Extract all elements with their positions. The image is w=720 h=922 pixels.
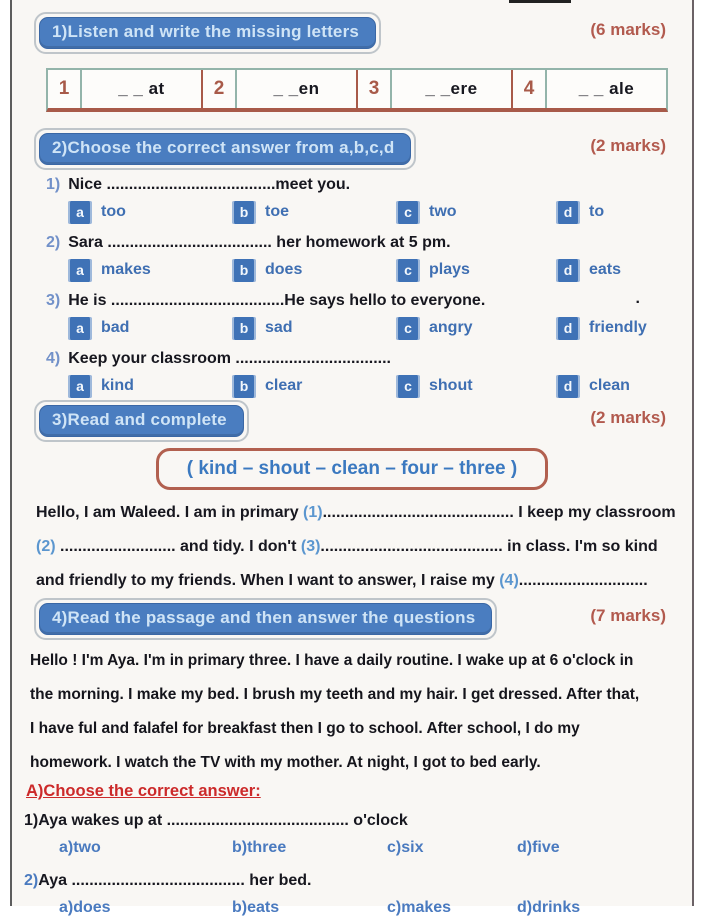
option-c: c)makes xyxy=(387,899,452,916)
dotted-blank: .......................... and tidy. I don't xyxy=(55,538,301,555)
option-word: too xyxy=(101,203,126,220)
option-b: b)three xyxy=(232,839,287,856)
option-letter-box: c xyxy=(396,375,420,398)
section1-header xyxy=(12,12,692,52)
mcq-question-4 xyxy=(12,346,692,372)
option-letter-box: c xyxy=(396,201,420,224)
option-a xyxy=(68,375,232,398)
section3-header xyxy=(12,400,692,440)
option-letter-box: d xyxy=(556,201,580,224)
section2-header-bubble xyxy=(34,128,416,170)
question-text: Aya ....................................... her bed. xyxy=(38,872,312,889)
table-answer-cell: _ _en xyxy=(273,79,320,98)
question-text: Sara ..................................... her homework at 5 pm. xyxy=(68,234,451,251)
section1-marks: (6 marks) xyxy=(590,20,666,39)
option-letter-box: d xyxy=(556,317,580,340)
dotted-blank: ............................. xyxy=(518,572,648,589)
option-d: d)drinks xyxy=(517,899,581,916)
blank-number: (4) xyxy=(499,572,519,589)
cloze-paragraph xyxy=(12,496,692,598)
passage-line: Hello ! I'm Aya. I'm in primary three. I have a daily routine. I wake up at 6 o'clock in xyxy=(30,652,634,669)
part-a-options-2 xyxy=(12,894,692,922)
option-word: toe xyxy=(265,203,289,220)
option-letter-box: b xyxy=(232,201,256,224)
part-a-heading: A)Choose the correct answer: xyxy=(26,782,261,800)
option-word: kind xyxy=(101,377,134,394)
question-text: Aya wakes up at ......................................... o'clock xyxy=(38,812,408,829)
reading-passage xyxy=(12,644,692,780)
option-d xyxy=(556,201,692,224)
question-number: 1) xyxy=(24,812,39,829)
table-answer-cell: _ _ ale xyxy=(578,79,635,98)
table-number-cell: 3 xyxy=(358,70,392,108)
question-number: 3) xyxy=(46,292,61,309)
blank-number: (1) xyxy=(303,504,323,521)
option-word: angry xyxy=(429,319,473,336)
question-number: 1) xyxy=(46,176,61,193)
section3-marks: (2 marks) xyxy=(590,408,666,427)
option-c xyxy=(396,375,556,398)
option-a xyxy=(68,317,232,340)
option-word: bad xyxy=(101,319,130,336)
option-b xyxy=(232,259,396,282)
option-a xyxy=(68,259,232,282)
question-text: Nice ......................................meet you. xyxy=(68,176,351,193)
mcq-options-3 xyxy=(12,314,692,342)
part-a-question-2 xyxy=(12,868,692,894)
table-number-cell: 1 xyxy=(48,70,82,108)
table-number-cell: 2 xyxy=(203,70,237,108)
table-group-4 xyxy=(511,70,666,108)
option-c xyxy=(396,201,556,224)
option-letter-box: d xyxy=(556,375,580,398)
section4-title: 4)Read the passage and then answer the questions xyxy=(39,603,492,635)
section3-header-bubble xyxy=(34,400,249,442)
option-b: b)eats xyxy=(232,899,280,916)
section2-header xyxy=(12,128,692,168)
section4-header-bubble xyxy=(34,598,497,640)
part-a-question-1 xyxy=(12,808,692,834)
mcq-question-2 xyxy=(12,230,692,256)
cloze-text: Hello, I am Waleed. I am in primary xyxy=(36,504,304,521)
option-word: makes xyxy=(101,261,151,278)
section2-title: 2)Choose the correct answer from a,b,c,d xyxy=(39,133,411,165)
mcq-question-3 xyxy=(12,288,692,314)
option-word: clear xyxy=(265,377,303,394)
table-answer-cell: _ _ at xyxy=(118,79,165,98)
table-group-1 xyxy=(48,70,201,108)
mcq-question-1 xyxy=(12,172,692,198)
cloze-line-1 xyxy=(36,496,680,530)
option-word: shout xyxy=(429,377,473,394)
question-number: 4) xyxy=(46,350,61,367)
cloze-line-3 xyxy=(36,564,680,598)
passage-line: I have ful and falafel for breakfast then I go to school. After school, I do my xyxy=(30,720,580,737)
letters-table xyxy=(46,68,668,112)
dotted-blank: ......................................... in class. I'm so kind xyxy=(320,538,658,555)
question-number: 2) xyxy=(24,872,39,889)
option-c xyxy=(396,317,556,340)
option-b xyxy=(232,201,396,224)
option-c xyxy=(396,259,556,282)
section2-marks: (2 marks) xyxy=(590,136,666,155)
option-letter-box: b xyxy=(232,375,256,398)
passage-line: the morning. I make my bed. I brush my teeth and my hair. I get dressed. After that, xyxy=(30,686,640,703)
option-letter-box: b xyxy=(232,317,256,340)
section3-title: 3)Read and complete xyxy=(39,405,244,437)
option-letter-box: a xyxy=(68,259,92,282)
passage-line: homework. I watch the TV with my mother. At night, I got to bed early. xyxy=(30,754,541,771)
option-d xyxy=(556,259,692,282)
option-b xyxy=(232,375,396,398)
option-a: a)does xyxy=(59,899,111,916)
table-group-3 xyxy=(356,70,511,108)
part-a-options-1 xyxy=(12,834,692,862)
option-letter-box: a xyxy=(68,201,92,224)
table-number-cell: 4 xyxy=(513,70,547,108)
option-word: sad xyxy=(265,319,293,336)
mcq-options-2 xyxy=(12,256,692,284)
stray-dot: . xyxy=(635,290,640,307)
word-bank: ( kind – shout – clean – four – three ) xyxy=(156,448,548,490)
scan-artifact-line xyxy=(509,0,571,3)
option-letter-box: c xyxy=(396,259,420,282)
option-word: two xyxy=(429,203,457,220)
section4-header xyxy=(12,598,692,638)
option-b xyxy=(232,317,396,340)
option-d: d)five xyxy=(517,839,560,856)
option-word: plays xyxy=(429,261,470,278)
question-number: 2) xyxy=(46,234,61,251)
option-d xyxy=(556,317,692,340)
cloze-text: and friendly to my friends. When I want to answer, I raise my xyxy=(36,572,500,589)
option-d xyxy=(556,375,692,398)
option-word: friendly xyxy=(589,319,647,336)
option-word: does xyxy=(265,261,303,278)
mcq-options-4 xyxy=(12,372,692,400)
cloze-text: I keep my classroom xyxy=(518,504,676,521)
question-text: Keep your classroom ................................... xyxy=(68,350,391,367)
section4-marks: (7 marks) xyxy=(590,606,666,625)
section1-title: 1)Listen and write the missing letters xyxy=(39,17,376,49)
mcq-options-1 xyxy=(12,198,692,226)
option-letter-box: a xyxy=(68,317,92,340)
option-word: clean xyxy=(589,377,630,394)
table-group-2 xyxy=(201,70,356,108)
dotted-blank: ........................................... xyxy=(322,504,519,521)
question-text: He is .......................................He says hello to everyone. xyxy=(68,292,486,309)
option-letter-box: a xyxy=(68,375,92,398)
cloze-line-2 xyxy=(36,530,680,564)
option-letter-box: c xyxy=(396,317,420,340)
option-a xyxy=(68,201,232,224)
blank-number: (2) xyxy=(36,538,56,555)
option-letter-box: d xyxy=(556,259,580,282)
option-word: to xyxy=(589,203,605,220)
exam-sheet xyxy=(10,0,694,916)
option-a: a)two xyxy=(59,839,101,856)
section1-header-bubble xyxy=(34,12,381,54)
option-letter-box: b xyxy=(232,259,256,282)
blank-number: (3) xyxy=(300,538,321,555)
option-c: c)six xyxy=(387,839,424,856)
table-answer-cell: _ _ere xyxy=(425,79,478,98)
option-word: eats xyxy=(589,261,622,278)
